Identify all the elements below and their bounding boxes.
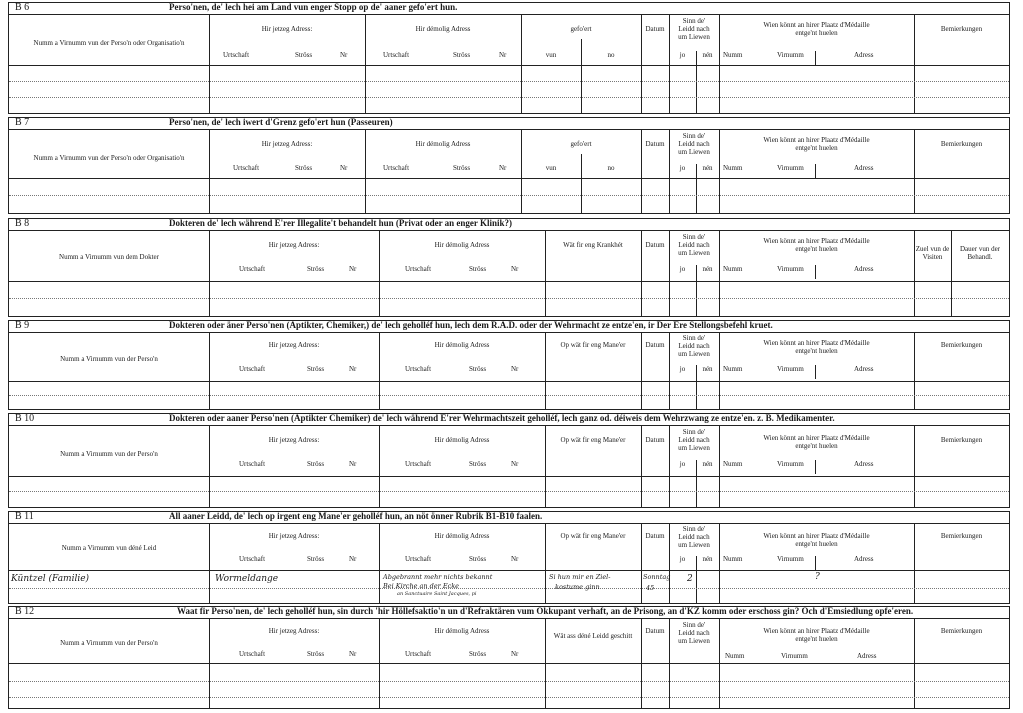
former-address-header: Hir démolig Adress — [434, 241, 490, 249]
nr-label: Nr — [499, 164, 507, 172]
urtschaft-label: Urtschaft — [239, 460, 266, 468]
remarks-header: Bemierkungen — [940, 25, 983, 33]
name-column-header: Numm a Virnumm vun dem Dokter — [59, 253, 159, 261]
section-title: Waat fir Perso'nen, de' lech geholléf hun, sin durch 'hir Höllefsaktio'n un d'Refraktären vum Okkupant verhaft, an de Prisong, an d'KZ komm oder erschoss gin? Och d'Emsiedlung opfe'eren. — [177, 606, 914, 616]
what-happened-header: Wät ass déné Leidd geschitt — [553, 632, 633, 640]
section-title: Dokteren oder aaner Perso'nen (Aptikter Chemiker) de' lech während E'rer Wehrmachtszeit geholléf, lech ganz od. déiweis dem Wehrzwang ze entze'en. z. B. Medikamenter. — [169, 413, 835, 423]
virnumm-label: Virnumm — [777, 164, 804, 172]
section-code: B 7 — [15, 117, 30, 128]
section-code: B 8 — [15, 218, 30, 229]
no-label: nén — [702, 51, 713, 59]
handwritten-former-address-3: an Sanctuaire Saint Jacques, pi — [397, 591, 477, 597]
handwritten-current-address: Wormeldange — [215, 574, 279, 584]
stross-label: Ströss — [469, 460, 487, 468]
section-title: All aaner Leidd, de' lech op irgent eng Mane'er geholléf hun, an nöt önner Rubrik B1-B10 faalen. — [169, 511, 543, 521]
numm-label: Numm — [723, 164, 743, 172]
stross-label: Ströss — [307, 265, 325, 273]
handwritten-date: Sonntag — [643, 573, 671, 581]
nr-label: Nr — [340, 164, 348, 172]
section-code: B 10 — [15, 413, 35, 424]
adress-label: Adress — [854, 460, 874, 468]
current-address-header: Hir jetzeg Adress: — [268, 341, 320, 349]
datum-header: Datum — [645, 436, 665, 444]
name-column-header: Numm a Virnumm vun déné Leid — [61, 544, 157, 552]
medal-header-line1: Wien könnt an hirer Plaatz d'Médaille — [763, 339, 870, 347]
remarks-header: Bemierkungen — [940, 627, 983, 635]
name-column-header: Numm a Virnumm vun der Perso'n — [60, 450, 158, 458]
current-address-header: Hir jetzeg Adress: — [268, 627, 320, 635]
adress-label: Adress — [854, 51, 874, 59]
urtschaft-label: Urtschaft — [405, 460, 432, 468]
remarks-header: Bemierkungen — [940, 436, 983, 444]
nr-label: Nr — [511, 555, 519, 563]
stross-label: Ströss — [469, 555, 487, 563]
nr-label: Nr — [511, 265, 519, 273]
no-label: nén — [702, 365, 713, 373]
alive-header-line2: Leidd nach — [678, 629, 710, 637]
alive-header-line1: Sinn de' — [682, 17, 706, 25]
former-address-header: Hir démolig Adress — [415, 140, 471, 148]
alive-header-line3: um Liewen — [678, 541, 710, 549]
urtschaft-label: Urtschaft — [239, 555, 266, 563]
urtschaft-label: Urtschaft — [383, 164, 410, 172]
alive-header-line3: um Liewen — [678, 249, 710, 257]
alive-header-line1: Sinn de' — [682, 132, 706, 140]
visits-header: Zuel vun de Visiten — [915, 245, 950, 261]
stross-label: Ströss — [453, 164, 471, 172]
section-title: Perso'nen, de' lech hei am Land vun enger Stopp op de' aaner gefo'ert hun. — [169, 2, 458, 12]
stross-label: Ströss — [307, 365, 325, 373]
adress-label: Adress — [854, 164, 874, 172]
alive-header-line2: Leidd nach — [678, 342, 710, 350]
alive-header-line3: um Liewen — [678, 148, 710, 156]
urtschaft-label: Urtschaft — [233, 164, 260, 172]
medal-header-line2: entge'nt huelen — [795, 144, 838, 152]
handwritten-former-address: Abgebrannt mehr nichts bekannt — [383, 573, 493, 581]
alive-header-line3: um Liewen — [678, 444, 710, 452]
medal-header-line2: entge'nt huelen — [795, 635, 838, 643]
handwritten-date-2: 45 — [646, 584, 655, 592]
yes-label: jo — [679, 265, 686, 273]
stross-label: Ströss — [469, 365, 487, 373]
former-address-header: Hir démolig Adress — [434, 532, 490, 540]
stross-label: Ströss — [469, 265, 487, 273]
handwritten-medal: ? — [815, 572, 820, 582]
handwritten-name: Küntzel (Familie) — [11, 574, 90, 584]
section-title: Dokteren de' lech während E'rer Illegalite't behandelt hun (Privat oder an enger Klinik?) — [169, 218, 513, 228]
current-address-header: Hir jetzeg Adress: — [261, 140, 313, 148]
alive-header-line2: Leidd nach — [678, 241, 710, 249]
current-address-header: Hir jetzeg Adress: — [268, 241, 320, 249]
no-label: nén — [702, 265, 713, 273]
urtschaft-label: Urtschaft — [405, 650, 432, 658]
handwritten-former-address-2: Bei Kirche an der Ecke — [383, 582, 460, 590]
yes-label: jo — [679, 365, 686, 373]
from-label: vun — [545, 164, 557, 172]
datum-header: Datum — [645, 532, 665, 540]
virnumm-label: Virnumm — [777, 460, 804, 468]
medal-header-line1: Wien könnt an hirer Plaatz d'Médaille — [763, 532, 870, 540]
datum-header: Datum — [645, 25, 665, 33]
urtschaft-label: Urtschaft — [239, 365, 266, 373]
section-b7 — [8, 117, 1010, 214]
medal-header-line2: entge'nt huelen — [795, 29, 838, 37]
section-code: B 6 — [15, 2, 30, 13]
urtschaft-label: Urtschaft — [383, 51, 410, 59]
section-b11 — [8, 511, 1010, 604]
handwritten-manner-2: kostume ginn — [555, 583, 600, 591]
handwritten-manner: Si hun mir en Ziel- — [549, 573, 611, 581]
current-address-header: Hir jetzeg Adress: — [268, 436, 320, 444]
numm-label: Numm — [723, 460, 743, 468]
section-title-bar — [9, 3, 1009, 15]
section-b9 — [8, 320, 1010, 410]
former-address-header: Hir démolig Adress — [434, 341, 490, 349]
section-title: Perso'nen, de' lech iwert d'Grenz gefo'ert hun (Passeuren) — [169, 117, 393, 127]
name-column-header: Numm a Virnumm vun der Perso'n oder Organisatio'n — [33, 39, 185, 47]
datum-header: Datum — [645, 241, 665, 249]
transported-header: gefo'ert — [570, 140, 592, 148]
stross-label: Ströss — [307, 555, 325, 563]
illness-header: Wät fir eng Krankhét — [563, 241, 623, 249]
yes-label: jo — [679, 51, 686, 59]
name-column-header: Numm a Virnumm vun der Perso'n oder Organisatio'n — [33, 154, 185, 162]
section-code: B 9 — [15, 320, 30, 331]
section-b8 — [8, 218, 1010, 317]
medal-header-line2: entge'nt huelen — [795, 347, 838, 355]
urtschaft-label: Urtschaft — [239, 265, 266, 273]
alive-header-line3: um Liewen — [678, 33, 710, 41]
medal-header-line2: entge'nt huelen — [795, 245, 838, 253]
nr-label: Nr — [349, 555, 357, 563]
numm-label: Numm — [723, 555, 743, 563]
urtschaft-label: Urtschaft — [239, 650, 266, 658]
virnumm-label: Virnumm — [777, 365, 804, 373]
section-code: B 12 — [15, 606, 35, 617]
current-address-header: Hir jetzeg Adress: — [268, 532, 320, 540]
urtschaft-label: Urtschaft — [405, 365, 432, 373]
section-title-bar — [9, 118, 1009, 130]
section-title: Dokteren oder äner Perso'nen (Aptikter, Chemiker,) de' lech geholléf hun, lech dem R.A.D. oder der Wehrmacht ze entze'en, ir Der Ere Stellongsbefehl kruet. — [169, 320, 773, 330]
medal-header-line1: Wien könnt an hirer Plaatz d'Médaille — [763, 21, 870, 29]
remarks-header: Bemierkungen — [940, 532, 983, 540]
virnumm-label: Virnumm — [777, 265, 804, 273]
manner-header: Op wät fir eng Mane'er — [560, 532, 626, 540]
datum-header: Datum — [645, 341, 665, 349]
nr-label: Nr — [499, 51, 507, 59]
nr-label: Nr — [349, 460, 357, 468]
transported-header: gefo'ert — [570, 25, 592, 33]
yes-label: jo — [679, 555, 686, 563]
alive-header-line1: Sinn de' — [682, 525, 706, 533]
stross-label: Ströss — [469, 650, 487, 658]
section-b6 — [8, 2, 1010, 114]
stross-label: Ströss — [307, 460, 325, 468]
medal-header-line1: Wien könnt an hirer Plaatz d'Médaille — [763, 237, 870, 245]
alive-header-line1: Sinn de' — [682, 428, 706, 436]
section-title-bar — [9, 414, 1009, 426]
section-title-bar — [9, 607, 1009, 619]
nr-label: Nr — [349, 265, 357, 273]
stross-label: Ströss — [453, 51, 471, 59]
numm-label: Numm — [723, 265, 743, 273]
datum-header: Datum — [645, 140, 665, 148]
former-address-header: Hir démolig Adress — [434, 627, 490, 635]
to-label: no — [607, 51, 615, 59]
no-label: nén — [702, 460, 713, 468]
alive-header-line2: Leidd nach — [678, 533, 710, 541]
numm-label: Numm — [725, 652, 745, 660]
alive-header-line3: um Liewen — [678, 637, 710, 645]
name-column-header: Numm a Virnumm vun der Perso'n — [60, 639, 158, 647]
section-title-bar — [9, 512, 1009, 524]
nr-label: Nr — [349, 365, 357, 373]
stross-label: Ströss — [307, 650, 325, 658]
yes-label: jo — [679, 460, 686, 468]
alive-header-line1: Sinn de' — [682, 334, 706, 342]
section-b10 — [8, 413, 1010, 508]
medal-header-line1: Wien könnt an hirer Plaatz d'Médaille — [763, 434, 870, 442]
adress-label: Adress — [854, 555, 874, 563]
stross-label: Ströss — [295, 51, 313, 59]
nr-label: Nr — [349, 650, 357, 658]
manner-header: Op wät fir eng Mane'er — [560, 436, 626, 444]
virnumm-label: Virnumm — [781, 652, 808, 660]
alive-header-line2: Leidd nach — [678, 436, 710, 444]
datum-header: Datum — [645, 627, 665, 635]
medal-header-line1: Wien könnt an hirer Plaatz d'Médaille — [763, 627, 870, 635]
virnumm-label: Virnumm — [777, 555, 804, 563]
nr-label: Nr — [511, 650, 519, 658]
section-title-bar — [9, 321, 1009, 333]
alive-header-line2: Leidd nach — [678, 140, 710, 148]
adress-label: Adress — [857, 652, 877, 660]
current-address-header: Hir jetzeg Adress: — [261, 25, 313, 33]
remarks-header: Bemierkungen — [940, 341, 983, 349]
remarks-header: Bemierkungen — [940, 140, 983, 148]
nr-label: Nr — [511, 460, 519, 468]
name-column-header: Numm a Virnumm vun der Perso'n — [60, 355, 158, 363]
medal-header-line2: entge'nt huelen — [795, 442, 838, 450]
alive-header-line2: Leidd nach — [678, 25, 710, 33]
former-address-header: Hir démolig Adress — [415, 25, 471, 33]
urtschaft-label: Urtschaft — [223, 51, 250, 59]
section-title-bar — [9, 219, 1009, 231]
form-page — [8, 2, 1010, 709]
urtschaft-label: Urtschaft — [405, 555, 432, 563]
medal-header-line2: entge'nt huelen — [795, 540, 838, 548]
alive-header-line3: um Liewen — [678, 350, 710, 358]
nr-label: Nr — [340, 51, 348, 59]
medal-header-line1: Wien könnt an hirer Plaatz d'Médaille — [763, 136, 870, 144]
adress-label: Adress — [854, 265, 874, 273]
adress-label: Adress — [854, 365, 874, 373]
yes-label: jo — [679, 164, 686, 172]
manner-header: Op wät fir eng Mane'er — [560, 341, 626, 349]
nr-label: Nr — [511, 365, 519, 373]
section-b12 — [8, 606, 1010, 709]
duration-header: Dauer vun der Behandl. — [959, 245, 1001, 261]
alive-header-line1: Sinn de' — [682, 233, 706, 241]
alive-header-line1: Sinn de' — [682, 621, 706, 629]
numm-label: Numm — [723, 51, 743, 59]
from-label: vun — [545, 51, 557, 59]
to-label: no — [607, 164, 615, 172]
numm-label: Numm — [723, 365, 743, 373]
stross-label: Ströss — [295, 164, 313, 172]
no-label: nén — [702, 164, 713, 172]
virnumm-label: Virnumm — [777, 51, 804, 59]
no-label: nén — [702, 555, 713, 563]
urtschaft-label: Urtschaft — [405, 265, 432, 273]
section-code: B 11 — [15, 511, 34, 522]
former-address-header: Hir démolig Adress — [434, 436, 490, 444]
handwritten-alive-yes: 2 — [687, 574, 693, 584]
